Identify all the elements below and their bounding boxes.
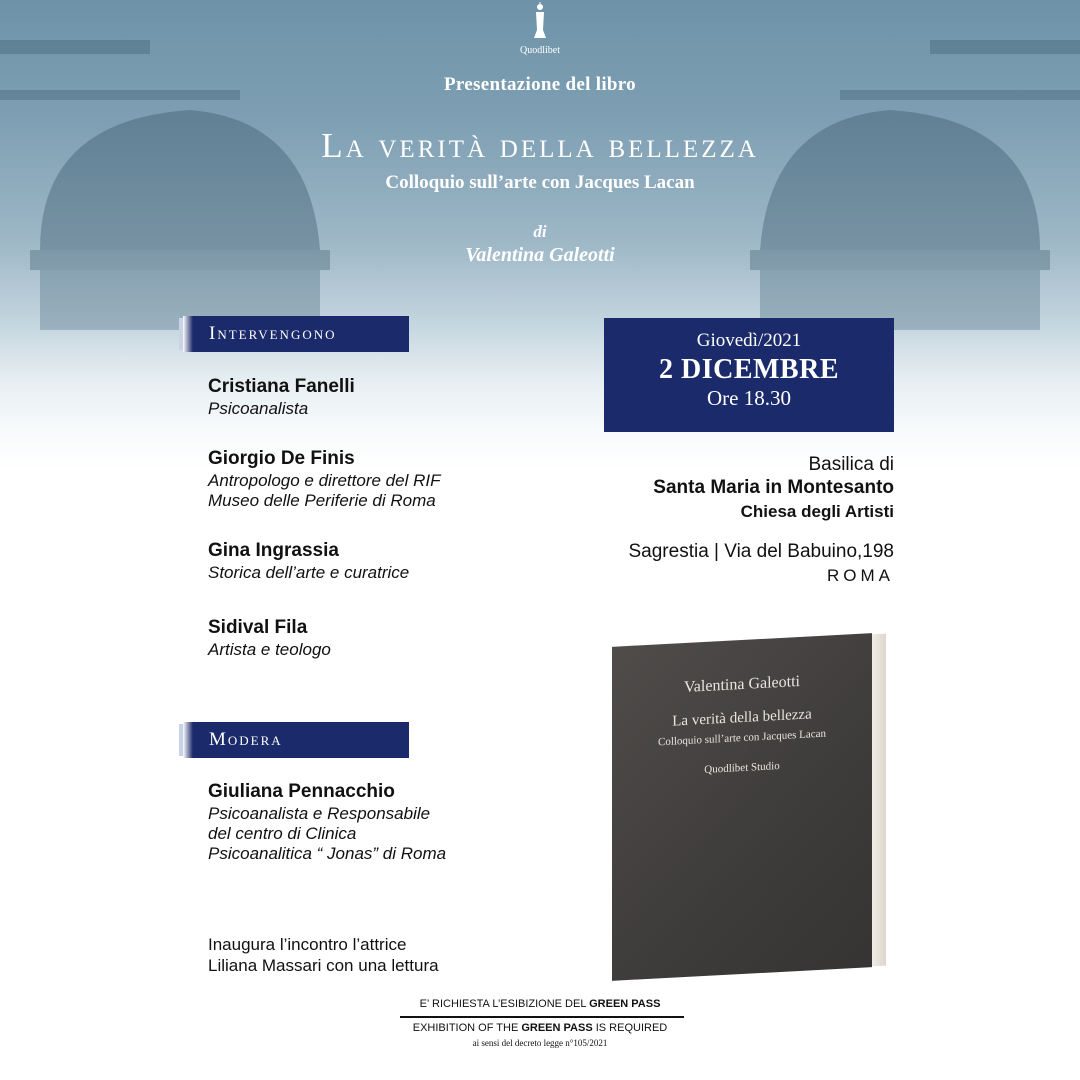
speaker-role: Storica dell’arte e curatrice xyxy=(208,563,410,582)
book-cover-subtitle: Colloquio sull’arte con Jacques Lacan xyxy=(657,727,826,749)
venue-name: Santa Maria in Montesanto xyxy=(653,477,894,498)
opening-note-line: Liliana Massari con una lettura xyxy=(208,956,439,975)
speaker-name: Giorgio De Finis xyxy=(208,448,355,469)
speaker-role: Psicoanalista xyxy=(208,399,309,418)
opening-note xyxy=(208,934,439,976)
speaker-role: Museo delle Periferie di Roma xyxy=(208,491,436,510)
notice-en-bold: GREEN PASS xyxy=(521,1022,593,1034)
event-date-box xyxy=(604,318,894,432)
speaker-name: Cristiana Fanelli xyxy=(208,376,355,397)
notice-it-bold: GREEN PASS xyxy=(589,998,661,1010)
moderator-role: del centro di Clinica xyxy=(208,824,357,843)
speaker-role: Artista e teologo xyxy=(208,640,331,659)
venue-line-1: Basilica di xyxy=(808,454,894,475)
notice-it-text: E’ RICHIESTA L’ESIBIZIONE DEL xyxy=(419,998,590,1010)
moderator-role: Psicoanalista e Responsabile xyxy=(208,804,431,823)
green-pass-notice-it xyxy=(0,998,1080,1010)
law-reference: ai sensi del decreto legge n°105/2021 xyxy=(472,1038,608,1048)
speaker-item xyxy=(208,616,331,660)
event-time: Ore 18.30 xyxy=(707,386,791,410)
venue-address: Sagrestia | Via del Babuino,198 xyxy=(628,541,894,562)
speaker-item xyxy=(208,375,355,419)
logo-label: Quodlibet xyxy=(520,45,560,56)
book-title: La verità della bellezza xyxy=(321,126,759,165)
speaker-item xyxy=(208,447,440,511)
moderator-name: Giuliana Pennacchio xyxy=(208,781,395,802)
presentation-heading: Presentazione del libro xyxy=(444,74,636,95)
event-date: 2 DICEMBRE xyxy=(658,354,839,385)
event-day-year: Giovedì/2021 xyxy=(696,330,802,351)
book-cover xyxy=(612,633,872,981)
speaker-name: Sidival Fila xyxy=(208,617,308,638)
green-pass-notice-en xyxy=(0,1022,1080,1034)
moderator-role: Psicoanalitica “ Jonas” di Roma xyxy=(208,844,447,863)
book-pages xyxy=(870,634,886,967)
book-subtitle: Colloquio sull’arte con Jacques Lacan xyxy=(385,172,695,193)
quodlibet-figure-icon xyxy=(530,2,550,42)
venue-city: ROMA xyxy=(827,566,894,585)
author-name: Valentina Galeotti xyxy=(465,244,615,266)
book-cover-series: Quodlibet Studio xyxy=(704,760,780,776)
venue-subtitle: Chiesa degli Artisti xyxy=(740,502,894,521)
speaker-item xyxy=(208,539,409,583)
opening-note-line: Inaugura l’incontro l’attrice xyxy=(208,935,407,954)
speakers-section-label: Intervengono xyxy=(183,316,409,352)
moderator-section-label: Modera xyxy=(183,722,409,758)
by-label: di xyxy=(533,222,547,241)
book-cover-title: La verità della bellezza xyxy=(672,706,812,730)
footer-divider xyxy=(400,1016,684,1018)
book-cover-author: Valentina Galeotti xyxy=(684,672,800,697)
book-image xyxy=(612,628,892,974)
moderator-item xyxy=(208,780,446,864)
speaker-name: Gina Ingrassia xyxy=(208,540,339,561)
speaker-role: Antropologo e direttore del RIF xyxy=(208,471,441,490)
notice-en-prefix: EXHIBITION OF THE xyxy=(412,1022,522,1034)
quodlibet-logo xyxy=(515,2,565,56)
notice-en-suffix: IS REQUIRED xyxy=(592,1022,668,1034)
